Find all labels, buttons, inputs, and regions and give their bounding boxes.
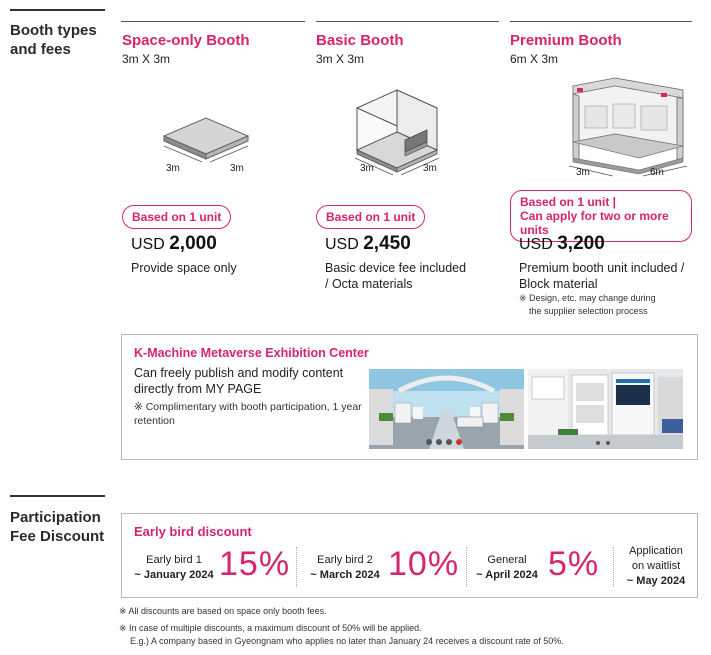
- booth-title-basic: Basic Booth: [316, 32, 404, 49]
- booth-size-basic: 3m X 3m: [316, 52, 365, 66]
- dim-label-basic-left: 3m: [360, 163, 374, 174]
- unit-badge-basic: Based on 1 unit: [316, 205, 425, 229]
- footnote-1: ※ All discounts are based on space only booth fees.: [119, 606, 327, 616]
- desc-basic: Basic device fee included / Octa materials: [325, 261, 467, 291]
- metaverse-note: ※ Complimentary with booth participation, 1 year retention: [134, 401, 362, 427]
- premium-booth-illustration: [565, 76, 695, 181]
- dim-label-premium-left: 3m: [576, 167, 590, 178]
- booth-section-title: Booth types and fees: [10, 22, 97, 58]
- column-rule-premium: [510, 21, 692, 22]
- section-rule-booth: [10, 9, 105, 11]
- tier-early-bird-2-label: Early bird 2 ~ March 2024: [310, 554, 380, 581]
- discount-section-title: Participation Fee Discount: [10, 509, 105, 545]
- price-basic: USD 2,450: [325, 233, 411, 254]
- tier-separator: [296, 547, 297, 587]
- price-premium: USD 3,200: [519, 233, 605, 254]
- note-premium: ※ Design, etc. may change during the supplier selection process: [519, 293, 656, 316]
- footnote-3: E.g.) A company based in Gyeongnam who applies no later than January 24 receives a discount rate of 50%.: [130, 636, 564, 646]
- tier-early-bird-1-label: Early bird 1 ~ January 2024: [134, 554, 214, 581]
- dim-label-space-only-right: 3m: [230, 163, 244, 174]
- dim-label-basic-right: 3m: [423, 163, 437, 174]
- booth-size-space-only: 3m X 3m: [122, 52, 171, 66]
- unit-badge-premium: Based on 1 unit | Can apply for two or more units: [510, 190, 692, 242]
- price-space-only: USD 2,000: [131, 233, 217, 254]
- tier-early-bird-2-percent: 10%: [388, 545, 460, 583]
- tier-separator: [466, 547, 467, 587]
- unit-badge-space-only: Based on 1 unit: [122, 205, 231, 229]
- discount-box-title: Early bird discount: [134, 524, 252, 539]
- dim-label-space-only-left: 3m: [166, 163, 180, 174]
- tier-early-bird-1-percent: 15%: [219, 545, 291, 583]
- booth-title-premium: Premium Booth: [510, 32, 622, 49]
- footnote-2: ※ In case of multiple discounts, a maximum discount of 50% will be applied.: [119, 623, 422, 633]
- desc-space-only: Provide space only: [131, 261, 237, 275]
- tier-separator: [613, 547, 614, 587]
- desc-premium: Premium booth unit included / Block material: [519, 261, 685, 291]
- column-rule-basic: [316, 21, 499, 22]
- metaverse-hall-image: [369, 369, 524, 449]
- section-rule-discount: [10, 495, 105, 497]
- dim-label-premium-right: 6m: [650, 167, 664, 178]
- metaverse-booth-image: [528, 369, 683, 449]
- tier-general-label: General ~ April 2024: [476, 554, 538, 581]
- metaverse-desc: Can freely publish and modify content directly from MY PAGE: [134, 366, 344, 396]
- tier-general-percent: 5%: [548, 545, 600, 583]
- tier-waitlist-label: Application on waitlist ~ May 2024: [626, 545, 686, 587]
- metaverse-title: K-Machine Metaverse Exhibition Center: [134, 346, 369, 360]
- booth-title-space-only: Space-only Booth: [122, 32, 250, 49]
- booth-size-premium: 6m X 3m: [510, 52, 559, 66]
- column-rule-space-only: [121, 21, 305, 22]
